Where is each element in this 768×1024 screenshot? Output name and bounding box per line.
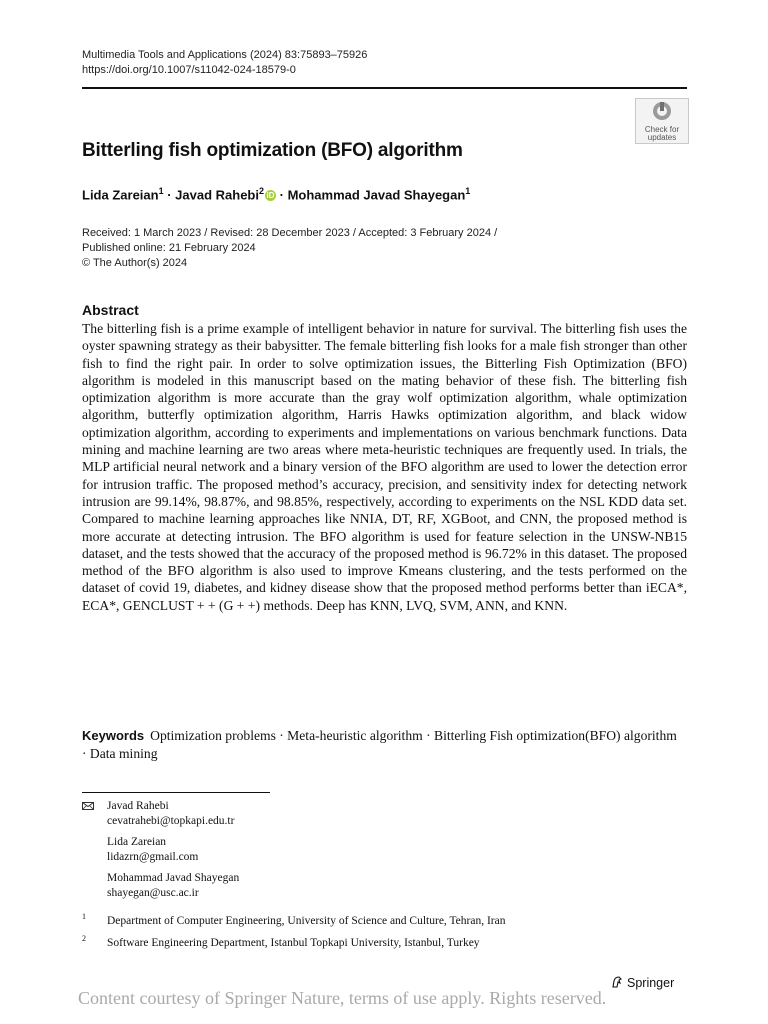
dates-line: Published online: 21 February 2024 [82,242,256,254]
author-name[interactable]: Mohammad Javad Shayegan [287,187,466,203]
author-affiliation-mark: 1 [158,186,164,196]
springer-horse-icon [610,975,624,989]
doi-link[interactable]: https://doi.org/10.1007/s11042-024-18579-0 [82,64,296,76]
contact-email[interactable]: cevatrahebi@topkapi.edu.tr [107,815,235,827]
orcid-icon[interactable]: iD [266,191,275,201]
author-separator: · [163,187,176,203]
affiliation-text: Department of Computer Engineering, University of Science and Culture, Tehran, Iran [107,915,506,927]
publication-dates [82,226,497,271]
dates-line: Received: 1 March 2023 / Revised: 28 December 2023 / Accepted: 3 February 2024 / [82,227,498,239]
affiliation-text: Software Engineering Department, Istanbul Topkapi University, Istanbul, Turkey [107,937,480,949]
courtesy-watermark: Content courtesy of Springer Nature, terms of use apply. Rights reserved. [78,988,607,1008]
affiliation-number: 1 [82,912,86,921]
contact-email[interactable]: shayegan@usc.ac.ir [107,887,199,899]
copyright-line: © The Author(s) 2024 [82,257,188,269]
contact-name: Mohammad Javad Shayegan [107,872,240,884]
keywords-label: Keywords [82,728,145,743]
publisher-logo [610,975,674,990]
crossmark-icon [649,101,675,121]
contact-email[interactable]: lidazrn@gmail.com [107,851,199,863]
header-rule [82,87,687,89]
contact-entry [107,835,198,865]
abstract-heading: Abstract [82,302,139,318]
affiliation-number: 2 [82,934,86,943]
contact-name: Lida Zareian [107,836,167,848]
footnote-rule [82,792,270,793]
contact-entry [107,799,234,829]
abstract-body: The bitterling fish is a prime example of intelligent behavior in nature for survival. The bitterling fish uses the oyster spawning strategy as their babysitter. The female bitterling fish looks for a male fish stronger than other fish to find the right pair. In order to solve optimization issues, the Bitterling Fish Optimization (BFO) algorithm is modeled in this manuscript based on the mating behavior of these fish. The bitterling fish optimization algorithm is more accurate than the gray wolf optimization algorithm, whale optimization algorithm, butterfly optimization algorithm, Harris Hawks optimization algorithm, and black widow optimization algorithm, according to experiments and implementations on various benchmark functions. Data mining and machine learning are two areas where meta-heuristic techniques are frequently used. In trials, the MLP artificial neural network and a binary version of the BFO algorithm are used to lower the detection error for intrusion traffic. The proposed method’s accuracy, precision, and sensitivity index for detecting network intrusion are 99.14%, 98.87%, and 98.85%, respectively, according to experiments on the NSL KDD data set. Compared to machine learning approaches like NNIA, DT, RF, XGBoot, and CNN, the proposed method is more accurate at detecting intrusion. The BFO algorithm is used for feature selection in the UNSW-NB15 dataset, and the tests showed that the accuracy of the proposed method is 96.72% in this dataset. The proposed method of the BFO algorithm is also used to improve Kmeans clustering, and the tests performed on the dataset of covid 19, diabetes, and kidney disease show that the proposed method performs better than iECA*, ECA*, GENCLUST + + (G + +) methods. Deep has KNN, LVQ, SVM, ANN, and KNN. [82,321,687,613]
keywords-list: Optimization problems · Meta-heuristic algorithm · Bitterling Fish optimization(BFO) algorithm · Data mining [82,728,677,761]
check-for-updates-label: Check for updates [644,125,680,142]
author-name[interactable]: Lida Zareian [82,187,159,203]
journal-citation: Multimedia Tools and Applications (2024) 83:75893–75926 [82,49,368,61]
author-name[interactable]: Javad Rahebi [175,187,259,203]
paper-title: Bitterling fish optimization (BFO) algorithm [82,140,463,161]
contact-name: Javad Rahebi [107,800,169,812]
check-for-updates-badge[interactable] [635,98,689,144]
author-list [82,186,470,202]
author-separator: · [276,187,288,203]
publisher-name: Springer [627,976,675,990]
envelope-icon [82,802,94,810]
contact-entry [107,871,239,901]
author-affiliation-mark: 2 [258,186,264,196]
keywords-block [82,727,682,762]
author-affiliation-mark: 1 [465,186,471,196]
